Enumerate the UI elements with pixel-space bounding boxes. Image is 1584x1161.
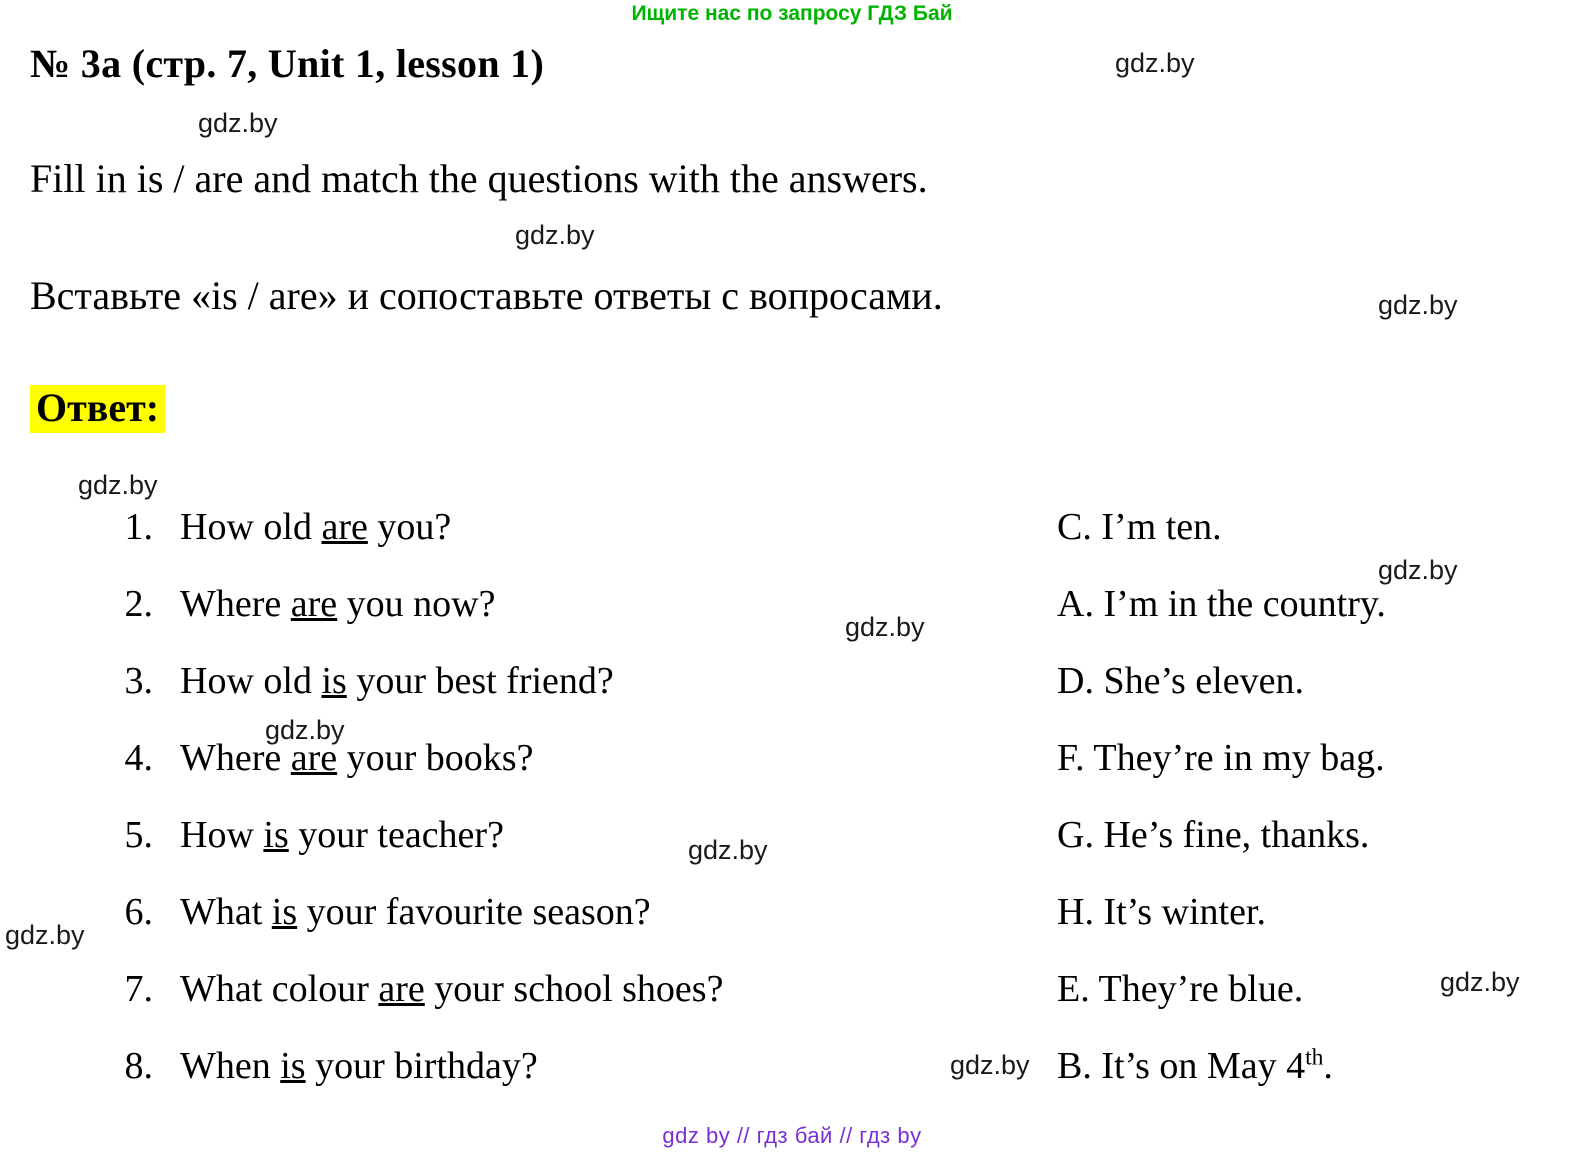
answer-text: B. It’s on May 4th. bbox=[1057, 1044, 1333, 1087]
fill-in-blank: are bbox=[290, 583, 338, 625]
task-instruction-russian: Вставьте «is / are» и сопоставьте ответы с вопросами. bbox=[30, 273, 943, 318]
item-number: 3. bbox=[124, 660, 153, 702]
watermark: gdz.by bbox=[688, 835, 768, 865]
watermark: gdz.by bbox=[198, 108, 278, 138]
watermark: gdz.by bbox=[515, 220, 595, 250]
list-item bbox=[0, 505, 1584, 582]
answer-text: A. I’m in the country. bbox=[1057, 583, 1386, 625]
answer-text: F. They’re in my bag. bbox=[1057, 737, 1385, 779]
item-number: 4. bbox=[124, 737, 153, 779]
answer-text: H. It’s winter. bbox=[1057, 891, 1266, 933]
list-item bbox=[0, 1044, 1584, 1121]
item-number: 6. bbox=[124, 891, 153, 933]
list-item bbox=[0, 967, 1584, 1044]
list-item bbox=[0, 736, 1584, 813]
match-list bbox=[0, 505, 1584, 1121]
item-number: 8. bbox=[124, 1045, 153, 1087]
fill-in-blank: is bbox=[280, 1045, 306, 1087]
question-text: What is your favourite season? bbox=[180, 891, 651, 933]
fill-in-blank: is bbox=[263, 814, 289, 856]
watermark: gdz.by bbox=[1115, 48, 1195, 78]
task-instruction-english: Fill in is / are and match the questions with the answers. bbox=[30, 156, 928, 201]
answer-text: D. She’s eleven. bbox=[1057, 660, 1304, 702]
fill-in-blank: are bbox=[290, 737, 338, 779]
answer-text: C. I’m ten. bbox=[1057, 506, 1222, 548]
fill-in-blank: is bbox=[321, 660, 347, 702]
footer-text: gdz by // гдз бай // гдз by bbox=[662, 1123, 922, 1148]
promo-banner: Ищите нас по запросу ГДЗ Бай bbox=[631, 2, 953, 25]
answer-text: E. They’re blue. bbox=[1057, 968, 1304, 1010]
watermark: gdz.by bbox=[1378, 290, 1458, 320]
fill-in-blank: are bbox=[321, 506, 368, 548]
fill-in-blank: is bbox=[271, 891, 298, 933]
ordinal-suffix: th bbox=[1305, 1044, 1324, 1071]
list-item bbox=[0, 890, 1584, 967]
fill-in-blank: are bbox=[378, 968, 425, 1010]
question-text: How old is your best friend? bbox=[180, 660, 614, 702]
watermark: gdz.by bbox=[78, 470, 158, 500]
item-number: 1. bbox=[124, 506, 153, 548]
watermark: gdz.by bbox=[265, 715, 345, 745]
page-title: № 3a (стр. 7, Unit 1, lesson 1) bbox=[30, 41, 545, 86]
question-text: Where are your books? bbox=[180, 737, 534, 779]
question-text: Where are you now? bbox=[180, 583, 496, 625]
list-item bbox=[0, 813, 1584, 890]
list-item bbox=[0, 582, 1584, 659]
answer-text: G. He’s fine, thanks. bbox=[1057, 814, 1370, 856]
item-number: 5. bbox=[124, 814, 153, 856]
question-text: How is your teacher? bbox=[180, 814, 504, 856]
watermark: gdz.by bbox=[845, 612, 925, 642]
watermark: gdz.by bbox=[950, 1050, 1030, 1080]
question-text: When is your birthday? bbox=[180, 1045, 538, 1087]
answer-heading: Ответ: bbox=[30, 385, 165, 433]
watermark: gdz.by bbox=[1440, 967, 1520, 997]
item-number: 2. bbox=[124, 583, 153, 625]
item-number: 7. bbox=[124, 968, 153, 1010]
watermark: gdz.by bbox=[1378, 555, 1458, 585]
question-text: What colour are your school shoes? bbox=[180, 968, 724, 1010]
question-text: How old are you? bbox=[180, 506, 452, 548]
watermark: gdz.by bbox=[5, 920, 85, 950]
list-item bbox=[0, 659, 1584, 736]
